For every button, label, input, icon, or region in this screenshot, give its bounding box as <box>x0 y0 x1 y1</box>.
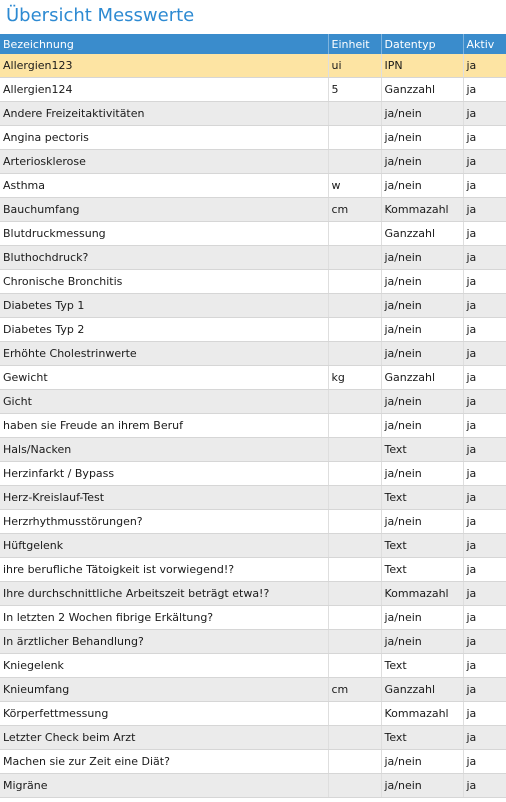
cell-einheit <box>328 534 381 558</box>
table-row[interactable] <box>0 246 506 270</box>
cell-aktiv: ja <box>463 174 506 198</box>
cell-datentyp: ja/nein <box>381 750 463 774</box>
cell-bezeichnung: Erhöhte Cholestrinwerte <box>0 342 328 366</box>
cell-bezeichnung: Angina pectoris <box>0 126 328 150</box>
cell-bezeichnung: haben sie Freude an ihrem Beruf <box>0 414 328 438</box>
cell-einheit <box>328 270 381 294</box>
cell-datentyp: Text <box>381 654 463 678</box>
cell-bezeichnung: Knieumfang <box>0 678 328 702</box>
table-row[interactable] <box>0 750 506 774</box>
cell-bezeichnung: Migräne <box>0 774 328 798</box>
cell-einheit: ui <box>328 54 381 78</box>
cell-aktiv: ja <box>463 606 506 630</box>
cell-einheit <box>328 558 381 582</box>
cell-bezeichnung: Allergien123 <box>0 54 328 78</box>
cell-datentyp: Ganzzahl <box>381 678 463 702</box>
cell-aktiv: ja <box>463 198 506 222</box>
cell-einheit <box>328 438 381 462</box>
cell-datentyp: ja/nein <box>381 294 463 318</box>
table-row[interactable] <box>0 462 506 486</box>
table-row[interactable] <box>0 486 506 510</box>
table-row[interactable] <box>0 654 506 678</box>
cell-datentyp: ja/nein <box>381 630 463 654</box>
cell-einheit <box>328 630 381 654</box>
cell-bezeichnung: Gicht <box>0 390 328 414</box>
cell-aktiv: ja <box>463 750 506 774</box>
table-row[interactable] <box>0 222 506 246</box>
table-header-row <box>0 34 506 54</box>
cell-aktiv: ja <box>463 270 506 294</box>
cell-datentyp: ja/nein <box>381 390 463 414</box>
cell-aktiv: ja <box>463 342 506 366</box>
cell-einheit <box>328 774 381 798</box>
cell-datentyp: ja/nein <box>381 606 463 630</box>
cell-aktiv: ja <box>463 726 506 750</box>
table-row[interactable] <box>0 78 506 102</box>
cell-einheit: w <box>328 174 381 198</box>
cell-datentyp: ja/nein <box>381 246 463 270</box>
table-row[interactable] <box>0 414 506 438</box>
cell-datentyp: ja/nein <box>381 774 463 798</box>
cell-bezeichnung: Diabetes Typ 2 <box>0 318 328 342</box>
column-header-bezeichnung[interactable]: Bezeichnung <box>0 34 328 54</box>
cell-bezeichnung: Herz-Kreislauf-Test <box>0 486 328 510</box>
cell-einheit <box>328 654 381 678</box>
cell-aktiv: ja <box>463 78 506 102</box>
table-row[interactable] <box>0 726 506 750</box>
table-row[interactable] <box>0 630 506 654</box>
cell-einheit: cm <box>328 678 381 702</box>
cell-bezeichnung: Blutdruckmessung <box>0 222 328 246</box>
cell-datentyp: ja/nein <box>381 510 463 534</box>
cell-datentyp: Ganzzahl <box>381 222 463 246</box>
cell-bezeichnung: Bluthochdruck? <box>0 246 328 270</box>
table-row[interactable] <box>0 390 506 414</box>
table-row[interactable] <box>0 558 506 582</box>
table-body <box>0 54 506 798</box>
table-row[interactable] <box>0 198 506 222</box>
cell-datentyp: Text <box>381 486 463 510</box>
cell-einheit <box>328 702 381 726</box>
cell-bezeichnung: Machen sie zur Zeit eine Diät? <box>0 750 328 774</box>
table-row[interactable] <box>0 294 506 318</box>
column-header-datentyp[interactable]: Datentyp <box>381 34 463 54</box>
cell-datentyp: ja/nein <box>381 174 463 198</box>
cell-datentyp: Ganzzahl <box>381 366 463 390</box>
cell-aktiv: ja <box>463 390 506 414</box>
cell-datentyp: Kommazahl <box>381 198 463 222</box>
page-title: Übersicht Messwerte <box>6 5 195 26</box>
cell-aktiv: ja <box>463 150 506 174</box>
column-header-aktiv[interactable]: Aktiv <box>463 34 506 54</box>
table-row[interactable] <box>0 510 506 534</box>
table-row[interactable] <box>0 438 506 462</box>
table-row[interactable] <box>0 702 506 726</box>
cell-datentyp: Kommazahl <box>381 582 463 606</box>
cell-datentyp: ja/nein <box>381 318 463 342</box>
cell-bezeichnung: Gewicht <box>0 366 328 390</box>
cell-einheit <box>328 126 381 150</box>
cell-bezeichnung: Allergien124 <box>0 78 328 102</box>
cell-aktiv: ja <box>463 294 506 318</box>
cell-bezeichnung: Körperfettmessung <box>0 702 328 726</box>
table-row[interactable] <box>0 342 506 366</box>
cell-aktiv: ja <box>463 510 506 534</box>
cell-einheit <box>328 246 381 270</box>
cell-aktiv: ja <box>463 702 506 726</box>
cell-bezeichnung: Herzinfarkt / Bypass <box>0 462 328 486</box>
cell-einheit: cm <box>328 198 381 222</box>
cell-datentyp: ja/nein <box>381 270 463 294</box>
cell-aktiv: ja <box>463 558 506 582</box>
cell-einheit <box>328 606 381 630</box>
cell-datentyp: Text <box>381 438 463 462</box>
cell-datentyp: IPN <box>381 54 463 78</box>
cell-aktiv: ja <box>463 774 506 798</box>
cell-einheit <box>328 318 381 342</box>
cell-aktiv: ja <box>463 54 506 78</box>
cell-einheit <box>328 294 381 318</box>
cell-datentyp: ja/nein <box>381 462 463 486</box>
table-row[interactable] <box>0 678 506 702</box>
cell-aktiv: ja <box>463 654 506 678</box>
cell-aktiv: ja <box>463 630 506 654</box>
cell-aktiv: ja <box>463 462 506 486</box>
cell-datentyp: Text <box>381 558 463 582</box>
cell-aktiv: ja <box>463 582 506 606</box>
measurements-table <box>0 34 506 798</box>
cell-aktiv: ja <box>463 678 506 702</box>
cell-einheit <box>328 150 381 174</box>
cell-datentyp: ja/nein <box>381 414 463 438</box>
cell-einheit: 5 <box>328 78 381 102</box>
cell-einheit <box>328 222 381 246</box>
cell-aktiv: ja <box>463 366 506 390</box>
cell-datentyp: ja/nein <box>381 126 463 150</box>
table-row[interactable] <box>0 534 506 558</box>
table-row[interactable] <box>0 606 506 630</box>
cell-bezeichnung: Hüftgelenk <box>0 534 328 558</box>
table-row[interactable] <box>0 366 506 390</box>
table-row[interactable] <box>0 318 506 342</box>
table-row[interactable] <box>0 774 506 798</box>
cell-aktiv: ja <box>463 222 506 246</box>
cell-bezeichnung: In letzten 2 Wochen fibrige Erkältung? <box>0 606 328 630</box>
cell-einheit <box>328 342 381 366</box>
cell-aktiv: ja <box>463 438 506 462</box>
cell-aktiv: ja <box>463 318 506 342</box>
table-row[interactable] <box>0 582 506 606</box>
cell-aktiv: ja <box>463 126 506 150</box>
cell-bezeichnung: Chronische Bronchitis <box>0 270 328 294</box>
cell-einheit <box>328 510 381 534</box>
cell-einheit <box>328 582 381 606</box>
cell-einheit <box>328 462 381 486</box>
cell-datentyp: Text <box>381 534 463 558</box>
cell-datentyp: Text <box>381 726 463 750</box>
cell-bezeichnung: In ärztlicher Behandlung? <box>0 630 328 654</box>
table-row[interactable] <box>0 126 506 150</box>
cell-bezeichnung: Herzrhythmusstörungen? <box>0 510 328 534</box>
cell-bezeichnung: Andere Freizeitaktivitäten <box>0 102 328 126</box>
cell-datentyp: Kommazahl <box>381 702 463 726</box>
table-row[interactable] <box>0 150 506 174</box>
column-header-einheit[interactable]: Einheit <box>328 34 381 54</box>
cell-einheit <box>328 726 381 750</box>
table-row[interactable] <box>0 102 506 126</box>
cell-aktiv: ja <box>463 246 506 270</box>
cell-datentyp: ja/nein <box>381 342 463 366</box>
cell-bezeichnung: Diabetes Typ 1 <box>0 294 328 318</box>
cell-aktiv: ja <box>463 534 506 558</box>
cell-bezeichnung: Kniegelenk <box>0 654 328 678</box>
cell-aktiv: ja <box>463 486 506 510</box>
cell-bezeichnung: Bauchumfang <box>0 198 328 222</box>
cell-datentyp: ja/nein <box>381 102 463 126</box>
cell-bezeichnung: Ihre durchschnittliche Arbeitszeit beträgt etwa!? <box>0 582 328 606</box>
cell-bezeichnung: Hals/Nacken <box>0 438 328 462</box>
table-row[interactable] <box>0 270 506 294</box>
table-row[interactable] <box>0 54 506 78</box>
cell-einheit <box>328 414 381 438</box>
cell-einheit <box>328 102 381 126</box>
cell-bezeichnung: Asthma <box>0 174 328 198</box>
cell-bezeichnung: Letzter Check beim Arzt <box>0 726 328 750</box>
cell-aktiv: ja <box>463 102 506 126</box>
cell-aktiv: ja <box>463 414 506 438</box>
cell-einheit: kg <box>328 366 381 390</box>
cell-bezeichnung: ihre berufliche Tätoigkeit ist vorwiegend!? <box>0 558 328 582</box>
cell-datentyp: Ganzzahl <box>381 78 463 102</box>
cell-einheit <box>328 390 381 414</box>
cell-bezeichnung: Arteriosklerose <box>0 150 328 174</box>
cell-datentyp: ja/nein <box>381 150 463 174</box>
cell-einheit <box>328 750 381 774</box>
cell-einheit <box>328 486 381 510</box>
table-row[interactable] <box>0 174 506 198</box>
